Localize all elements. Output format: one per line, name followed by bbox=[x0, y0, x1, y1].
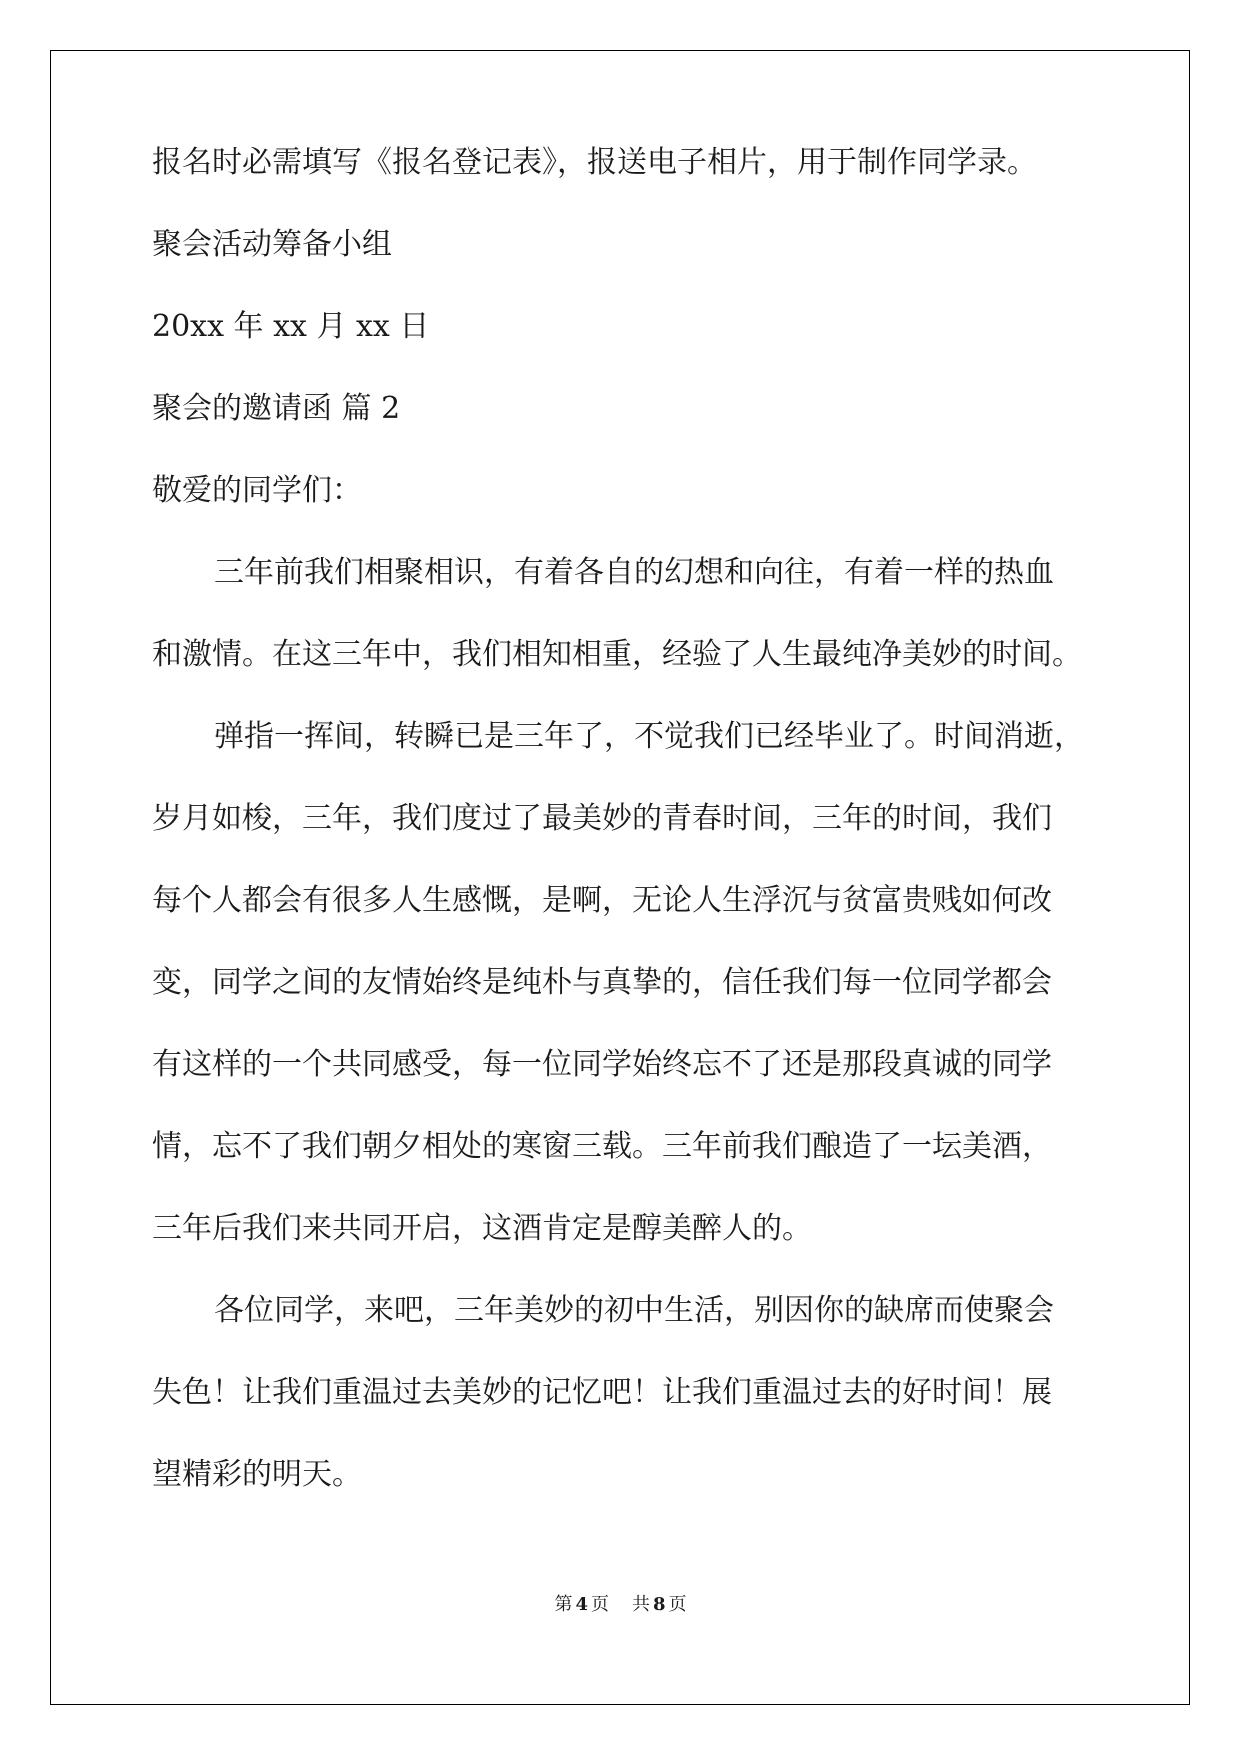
paragraph-line: 三年前我们相聚相识，有着各自的幻想和向往，有着一样的热血 bbox=[214, 555, 1054, 590]
registration-note: 报名时必需填写《报名登记表》，报送电子相片，用于制作同学录。 bbox=[152, 145, 1037, 180]
organizer-signature: 聚会活动筹备小组 bbox=[152, 227, 392, 262]
paragraph-line: 每个人都会有很多人生感慨，是啊，无论人生浮沉与贫富贵贱如何改 bbox=[152, 883, 1052, 918]
paragraph-line: 变，同学之间的友情始终是纯朴与真挚的，信任我们每一位同学都会 bbox=[152, 965, 1052, 1000]
section-heading: 聚会的邀请函 篇 2 bbox=[152, 391, 401, 426]
paragraph-line: 望精彩的明天。 bbox=[152, 1457, 362, 1492]
total-suffix: 页 bbox=[668, 1594, 687, 1615]
paragraph-line: 各位同学，来吧，三年美妙的初中生活，别因你的缺席而使聚会 bbox=[214, 1293, 1054, 1328]
total-pages: 8 bbox=[652, 1594, 666, 1615]
page-footer bbox=[0, 1590, 1241, 1616]
paragraph-line: 岁月如梭，三年，我们度过了最美妙的青春时间，三年的时间，我们 bbox=[152, 801, 1052, 836]
document-body bbox=[152, 145, 1087, 1516]
page-number: 4 bbox=[575, 1594, 589, 1615]
total-prefix: 共 bbox=[631, 1594, 650, 1615]
paragraph-line: 三年后我们来共同开启，这酒肯定是醇美醉人的。 bbox=[152, 1211, 812, 1246]
paragraph-line: 和激情。在这三年中，我们相知相重，经验了人生最纯净美妙的时间。 bbox=[152, 637, 1082, 672]
paragraph-line: 有这样的一个共同感受，每一位同学始终忘不了还是那段真诚的同学 bbox=[152, 1047, 1052, 1082]
page-prefix: 第 bbox=[554, 1594, 573, 1615]
page-suffix: 页 bbox=[591, 1594, 610, 1615]
date-line: 20xx 年 xx 月 xx 日 bbox=[152, 309, 430, 344]
paragraph-line: 失色！让我们重温过去美妙的记忆吧！让我们重温过去的好时间！展 bbox=[152, 1375, 1052, 1410]
paragraph-line: 情，忘不了我们朝夕相处的寒窗三载。三年前我们酿造了一坛美酒， bbox=[152, 1129, 1052, 1164]
paragraph-line: 弹指一挥间，转瞬已是三年了，不觉我们已经毕业了。时间消逝， bbox=[214, 719, 1084, 754]
salutation: 敬爱的同学们： bbox=[152, 473, 362, 508]
